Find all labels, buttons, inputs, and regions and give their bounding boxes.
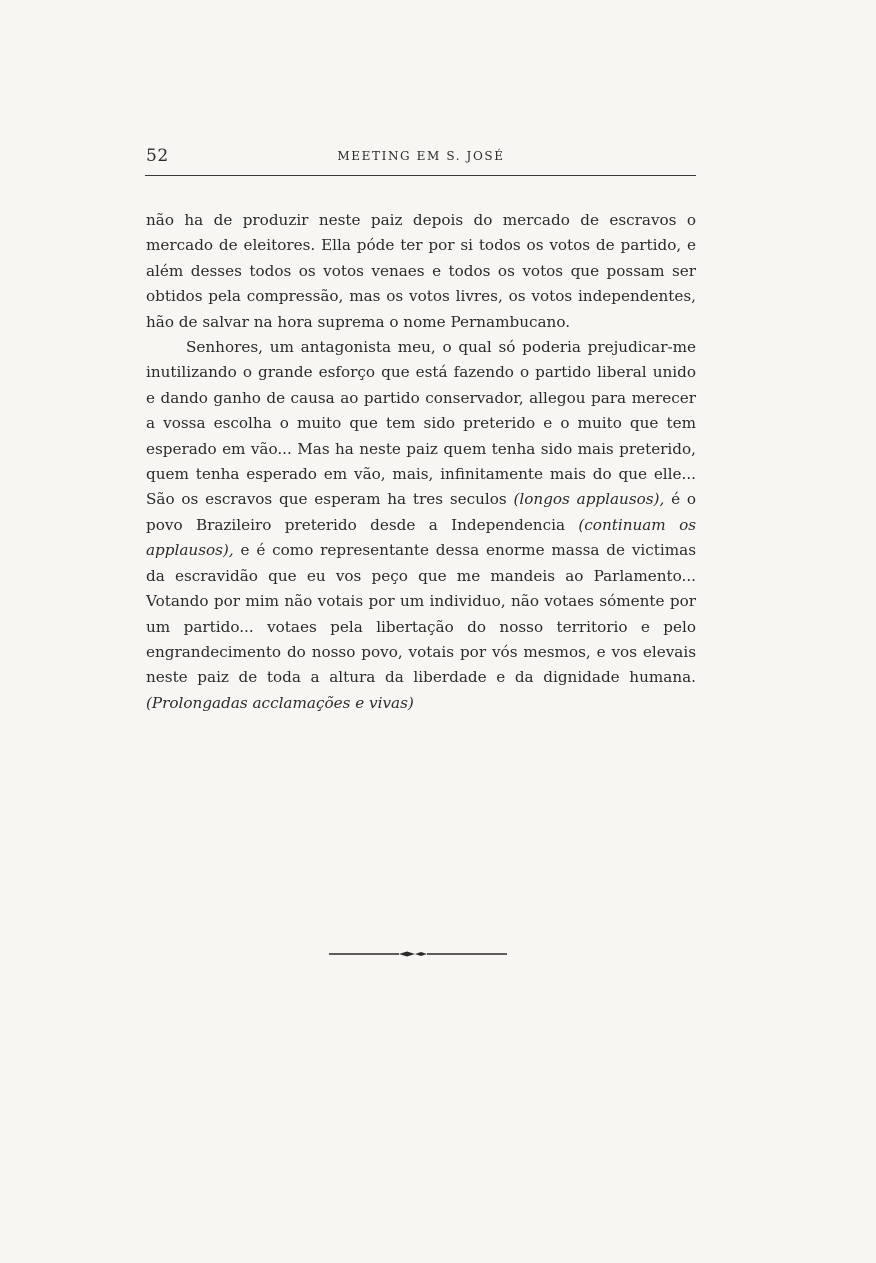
paragraph-2 [146,335,696,716]
paragraph-2-text-a: Senhores, um antagonista meu, o qual só poderia prejudicar-me inutilizando o grande esforço que está fazendo o partido liberal unido e dando ganho de causa ao partido conservador, allegou para merecer a vossa escolha o muito que tem sido preterido e o muito que tem esperado em vão... Mas ha neste paiz quem tenha sido mais preterido, quem tenha esperado em vão, mais, infinitamente mais do que elle... São os escravos que esperam ha tres seculos [146,338,696,509]
paragraph-2-text-b: é o povo Brazileiro preterido desde a Independencia [146,490,697,534]
stage-direction-continued-applause: (continuam os applausos), [146,515,697,560]
body-text [146,208,696,716]
paragraph-1: não ha de produzir neste paiz depois do mercado de escravos o mercado de eleitores. Ella póde ter por si todos os votos de partido, e além desses todos os votos venaes e todos os votos que possam ser obtidos pela compressão, mas os votos livres, os votos independentes, hão de salvar na hora suprema o nome Pernambucano. [146,211,696,331]
dash-dot-rule-icon [329,948,507,960]
running-title: MEETING EM S. JOSÉ [337,149,505,163]
paragraph-2-text-c: e é como representante dessa enorme massa de victimas da escravidão que eu vos peço que me mandeis ao Parlamento... Votando por mim não votais por um individuo, não votaes sómente por um partido... votaes pela libertação do nosso territorio e pelo engrandecimento do nosso povo, votais por vós mesmos, e vos elevais neste paiz de toda a altura da liberdade e da dignidade humana. [146,541,696,687]
stage-direction-acclamations: (Prolongadas acclamações e vivas) [146,693,414,712]
header-rule [145,175,696,176]
stage-direction-applause: (longos applausos), [513,490,665,509]
page-number: 52 [146,146,169,166]
